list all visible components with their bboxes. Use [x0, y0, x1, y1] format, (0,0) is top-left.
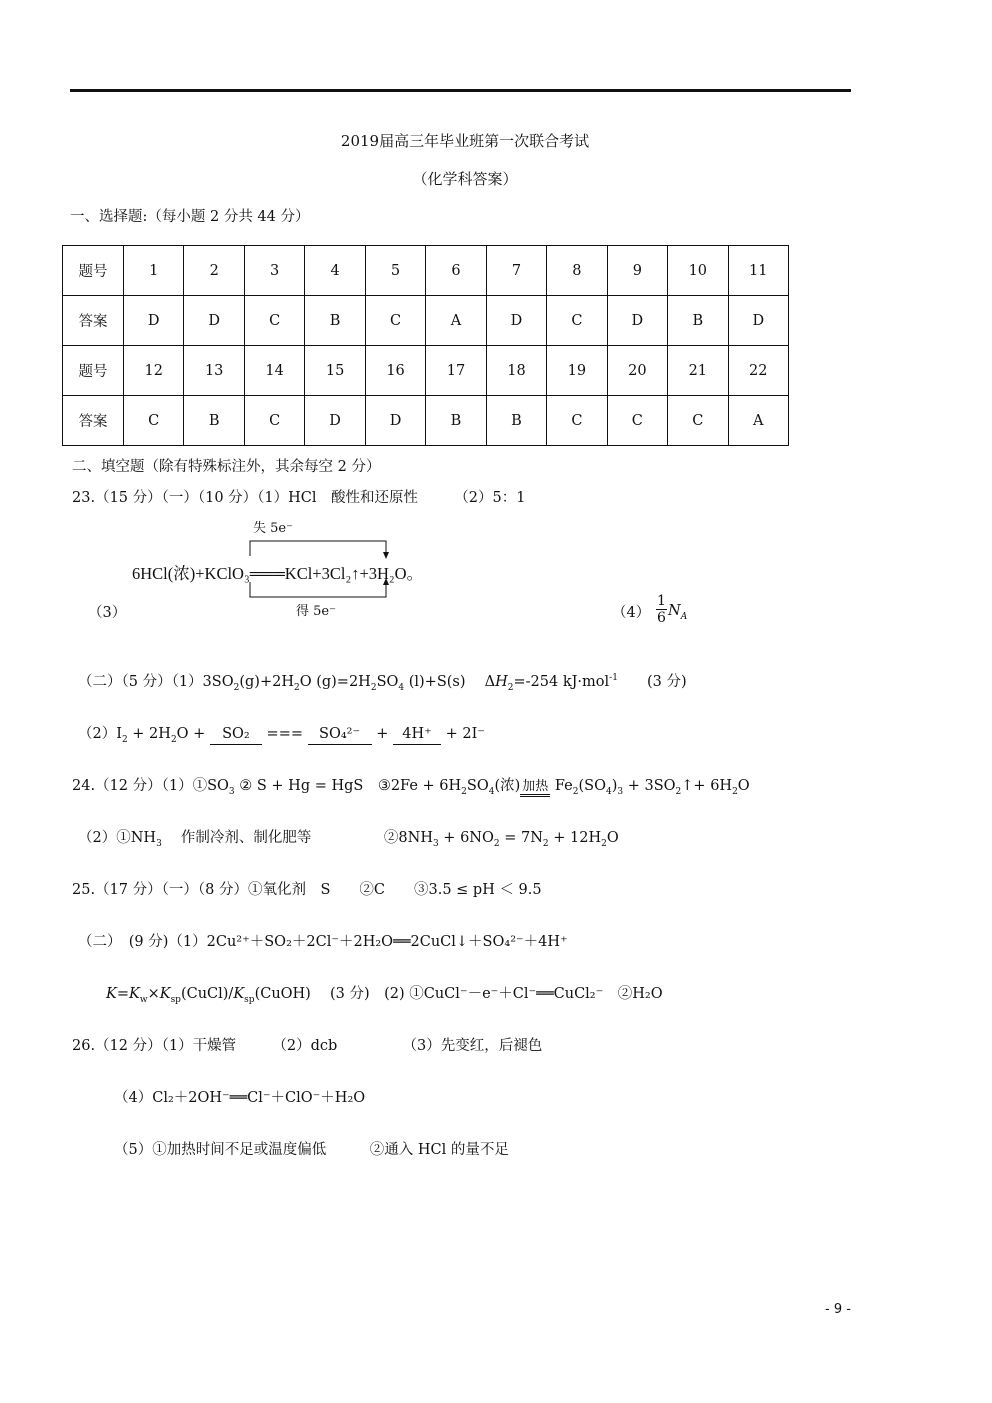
t: O (g)=2H — [299, 674, 371, 690]
q23-part3-label: （3） — [88, 605, 127, 621]
avogadro-symbol — [668, 601, 687, 621]
t: =-254 kJ·mol — [513, 674, 610, 690]
question-number-cell: 19 — [547, 346, 607, 396]
q23-er-line1: （二）（5 分）$(1)3SO_2(g)+2H_2O$ $(g)=2H_2SO_4$ (l)+S(s) $\Delta H_2=-254$ kJ·mol$^{-1}$ (3 分) — [78, 673, 687, 693]
answer-cell: B — [486, 396, 546, 446]
exam-subtitle: （化学科答案） — [412, 170, 518, 188]
fraction-answer — [656, 593, 667, 626]
question-number-cell: 10 — [668, 246, 728, 296]
answer-cell: B — [305, 296, 365, 346]
question-number-cell: 14 — [244, 346, 304, 396]
q23-part4-label: （4） — [612, 605, 651, 621]
t: + 6NO — [438, 830, 494, 846]
q24-line1: 24.（12 分）$(1)①SO_3$ ② S + Hg = HgS ③2Fe + $6H_2SO_4$(浓) 加热 $Fe_2(SO_4)_3$ + $3SO_2↑+ 6H_2O$ — [72, 778, 750, 797]
t: O + — [176, 726, 210, 742]
answer-cell: B — [668, 296, 728, 346]
answer-cell: C — [547, 396, 607, 446]
answer-cell: C — [244, 296, 304, 346]
t: + 2I⁻ — [440, 726, 485, 742]
t: O — [606, 830, 619, 846]
question-number-cell: 2 — [184, 246, 244, 296]
t: w — [139, 994, 148, 1005]
t: 作制冷剂、制化肥等 — [161, 830, 312, 846]
question-number-cell: 6 — [426, 246, 486, 296]
fraction-numerator: 1 — [657, 593, 666, 609]
t: （二）（5 分）（1）3SO — [78, 674, 234, 690]
t: + — [371, 726, 393, 742]
answer-cell: C — [124, 396, 184, 446]
t: Fe — [550, 778, 573, 794]
answer-cell: D — [184, 296, 244, 346]
fraction-denominator: 6 — [657, 610, 666, 626]
answer-cell: D — [305, 396, 365, 446]
avogadro-n: N — [668, 603, 681, 619]
t: 24.（12 分）（1）①SO — [72, 778, 229, 794]
q26-line3: （5）①加热时间不足或温度偏低 ②通入 HCl 的量不足 — [114, 1142, 509, 1158]
answer-cell: B — [184, 396, 244, 446]
heating-condition: 加热 — [520, 780, 550, 797]
t: (CuCl)/ — [180, 986, 234, 1002]
t: + 3SO — [623, 778, 676, 794]
t: = 7N — [499, 830, 543, 846]
t: (浓) — [494, 778, 521, 794]
t: sp — [244, 994, 255, 1005]
q24-line2: $(2)①NH_3$ 作制冷剂、制化肥等 $②8NH_3 + 6NO_2 = 7N_2 + 12H_2O$ — [78, 830, 619, 849]
section2-heading: 二、填空题（除有特殊标注外，其余每空 2 分） — [72, 459, 381, 475]
answer-cell: D — [124, 296, 184, 346]
page-number: - 9 - — [825, 1302, 851, 1317]
question-number-cell: 13 — [184, 346, 244, 396]
blank-2: SO₄²⁻ — [308, 724, 372, 745]
t: (CuOH) (3 分) (2) ①CuCl⁻－e⁻＋Cl⁻══CuCl₂⁻ ②H₂O — [254, 986, 663, 1002]
q23-line1: 23.（15 分）（一）（10 分）（1）HCl 酸性和还原性 （2）5：1 — [72, 490, 526, 506]
t: + 2H — [127, 726, 171, 742]
answer-cell: D — [365, 396, 425, 446]
t: K — [106, 986, 117, 1002]
t: (SO — [578, 778, 606, 794]
t: (l)+S(s) Δ — [404, 674, 496, 690]
t: K — [233, 986, 245, 1002]
question-number-cell: 15 — [305, 346, 365, 396]
row-label: 答案 — [63, 296, 124, 346]
answer-cell: A — [728, 396, 788, 446]
t: O — [737, 778, 750, 794]
avogadro-sub: A — [680, 611, 688, 622]
answer-cell: D — [728, 296, 788, 346]
question-number-cell: 1 — [124, 246, 184, 296]
question-number-cell: 9 — [607, 246, 667, 296]
row-label: 答案 — [63, 396, 124, 446]
answer-cell: B — [426, 396, 486, 446]
q25-line1: 25.（17 分）（一）（8 分）①氧化剂 S ②C ③3.5 ≤ pH ＜ 9.5 — [72, 882, 542, 898]
question-number-cell: 12 — [124, 346, 184, 396]
t: × — [147, 986, 160, 1002]
t: ↑+ 6H — [681, 778, 733, 794]
answer-cell: C — [607, 396, 667, 446]
answer-cell: C — [668, 396, 728, 446]
t: sp — [170, 994, 181, 1005]
t: (3 分) — [617, 674, 687, 690]
redox-equation: 6HCl(浓)+KClO₃═══KCl+3Cl₂↑+3H₂O。 — [132, 564, 424, 583]
answer-cell: C — [365, 296, 425, 346]
t: SO — [466, 778, 489, 794]
t: （2）①NH — [78, 830, 157, 846]
row-label: 题号 — [63, 346, 124, 396]
row-label: 题号 — [63, 246, 124, 296]
t: = — [116, 986, 129, 1002]
section1-heading: 一、选择题:（每小题 2 分共 44 分） — [70, 209, 310, 225]
question-number-cell: 22 — [728, 346, 788, 396]
question-number-cell: 7 — [486, 246, 546, 296]
question-number-cell: 18 — [486, 346, 546, 396]
question-number-cell: 11 — [728, 246, 788, 296]
q26-line1: 26.（12 分）（1）干燥管 （2）dcb （3）先变红，后褪色 — [72, 1038, 543, 1054]
q26-line2: （4）Cl₂＋2OH⁻══Cl⁻＋ClO⁻＋H₂O — [114, 1090, 366, 1106]
t: K — [129, 986, 140, 1002]
gain-electrons-label: 得 5e⁻ — [296, 604, 336, 619]
question-number-cell: 21 — [668, 346, 728, 396]
question-number-cell: 16 — [365, 346, 425, 396]
t: + 12H — [548, 830, 602, 846]
t: (g)+2H — [239, 674, 294, 690]
t: K — [159, 986, 171, 1002]
lose-electrons-label: 失 5e⁻ — [253, 521, 293, 536]
blank-1: SO₂ — [210, 724, 262, 745]
t: ②8NH — [311, 830, 433, 846]
answer-cell: C — [244, 396, 304, 446]
q25-line3 — [106, 984, 663, 1004]
blank-3: 4H⁺ — [393, 724, 441, 745]
electron-transfer-arrows — [0, 0, 992, 620]
q23-er-line2: $(2)I_2 + 2H_2O + SO_2$ === SO₄²⁻ + 4H⁺ + 2I⁻ — [78, 726, 485, 745]
question-number-cell: 17 — [426, 346, 486, 396]
t: （2）I — [78, 726, 122, 742]
answer-cell: D — [486, 296, 546, 346]
answer-cell: D — [607, 296, 667, 346]
exam-title: 2019届高三年毕业班第一次联合考试 — [340, 132, 590, 150]
t: SO — [376, 674, 399, 690]
t: ) — [611, 778, 618, 794]
question-number-cell: 3 — [244, 246, 304, 296]
t: ② S + Hg = HgS ③2Fe + 6H — [234, 778, 462, 794]
q25-line2: （二） (9 分)（1）2Cu²⁺＋SO₂＋2Cl⁻＋2H₂O══2CuCl↓＋SO₄²⁻＋4H⁺ — [78, 934, 568, 950]
answer-cell: C — [547, 296, 607, 346]
question-number-cell: 5 — [365, 246, 425, 296]
answer-cell: A — [426, 296, 486, 346]
question-number-cell: 20 — [607, 346, 667, 396]
question-number-cell: 8 — [547, 246, 607, 296]
t: === — [261, 726, 308, 742]
question-number-cell: 4 — [305, 246, 365, 296]
